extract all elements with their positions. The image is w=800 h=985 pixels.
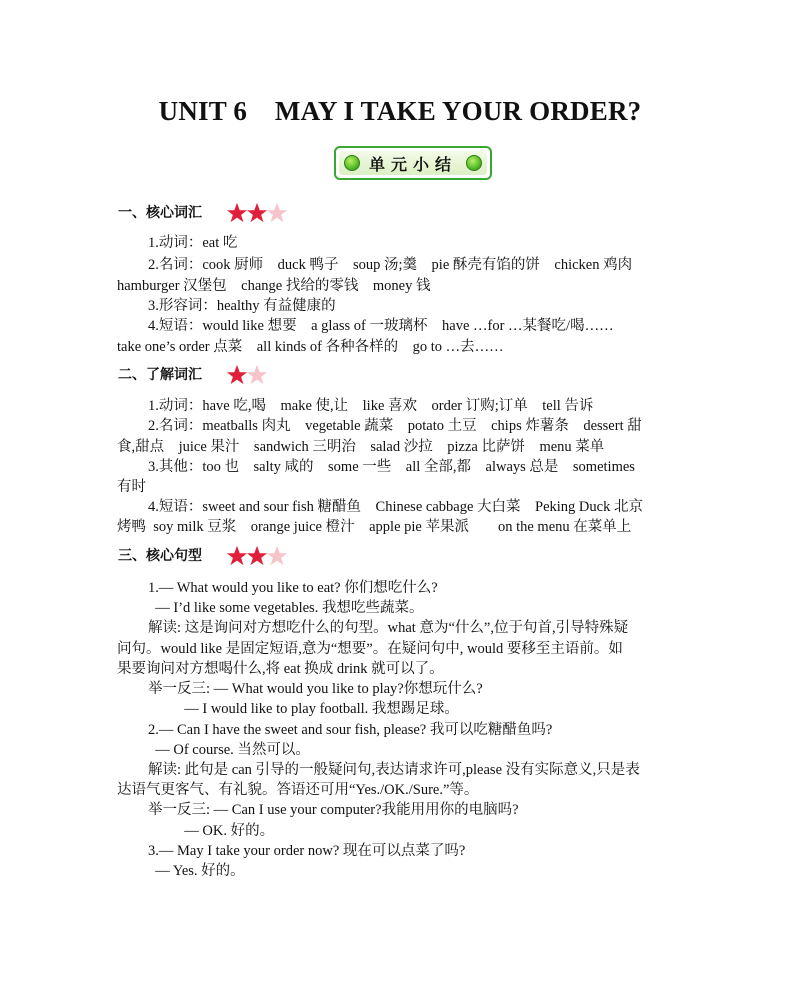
text-line: 果要询问对方想喝什么,将 eat 换成 drink 就可以了。 [117,661,444,677]
text-line: 4.短语：sweet and sour fish 糖醋鱼 Chinese cabbage 大白菜 Peking Duck 北京 [148,499,643,515]
section-heading-label: 一、核心词汇 [118,205,202,221]
text-line: hamburger 汉堡包 change 找给的零钱 money 钱 [117,278,431,294]
star-filled-icon [226,202,248,224]
text-line: 2.名词：cook 厨师 duck 鸭子 soup 汤;羹 pie 酥壳有馅的饼 chicken 鸡肉 [148,257,633,273]
star-filled-icon [246,202,268,224]
star-filled-icon [246,545,268,567]
text-line: 食,甜点 juice 果汁 sandwich 三明治 salad 沙拉 pizza 比萨饼 menu 菜单 [117,439,605,455]
text-line: 2.名词：meatballs 肉丸 vegetable 蔬菜 potato 土豆 chips 炸薯条 dessert 甜 [148,418,642,434]
text-line: 3.— May I take your order now? 现在可以点菜了吗? [148,843,466,859]
unit-summary-badge [334,146,492,180]
text-line: 解读: 此句是 can 引导的一般疑问句,表达请求许可,please 没有实际意义,只是表 [148,762,640,778]
star-faded-icon [246,364,268,386]
badge-label: 单元小结 [368,155,457,174]
text-line: 2.— Can I have the sweet and sour fish, please? 我可以吃糖醋鱼吗? [148,722,553,738]
importance-stars [226,203,296,223]
section-heading-core-sentences [118,546,202,566]
importance-stars [226,546,296,566]
star-filled-icon [226,545,248,567]
text-line: — Of course. 当然可以。 [148,742,310,758]
text-line: 1.动词：eat 吃 [148,235,238,251]
section-heading-label: 二、了解词汇 [118,367,202,383]
text-line: 1.动词：have 吃,喝 make 使,让 like 喜欢 order 订购;订单 tell 告诉 [148,398,594,414]
page-title: UNIT 6 MAY I TAKE YOUR ORDER? [158,96,642,126]
section-heading-label: 三、核心句型 [118,548,202,564]
text-line: 问句。would like 是固定短语,意为“想要”。在疑问句中, would 要移至主语前。如 [117,641,623,657]
importance-stars [226,365,296,385]
green-dot-icon [466,155,482,171]
text-line: 1.— What would you like to eat? 你们想吃什么? [148,580,438,596]
text-line: — Yes. 好的。 [148,863,245,879]
text-line: 解读: 这是询问对方想吃什么的句型。what 意为“什么”,位于句首,引导特殊疑 [148,620,629,636]
text-line: 有时 [117,479,146,495]
text-line: 烤鸭 soy milk 豆浆 orange juice 橙汁 apple pie 苹果派 on the menu 在菜单上 [117,519,632,535]
section-heading-general-vocabulary [118,365,202,385]
text-line: 3.其他：too 也 salty 咸的 some 一些 all 全部,都 always 总是 sometimes [148,459,635,475]
text-line: take one’s order 点菜 all kinds of 各种各样的 go to …去…… [117,339,504,355]
section-heading-core-vocabulary [118,203,202,223]
star-faded-icon [266,545,288,567]
text-line: 举一反三: — What would you like to play?你想玩什么? [148,681,483,697]
text-line: — I would like to play football. 我想踢足球。 [148,701,459,717]
text-line: — OK. 好的。 [148,823,275,839]
text-line: 4.短语：would like 想要 a glass of 一玻璃杯 have …for …某餐吃/喝…… [148,318,614,334]
text-line: 3.形容词：healthy 有益健康的 [148,298,336,314]
text-line: 举一反三: — Can I use your computer?我能用用你的电脑吗? [148,802,519,818]
text-line: 达语气更客气、有礼貌。答语还可用“Yes./OK./Sure.”等。 [117,782,479,798]
star-filled-icon [226,364,248,386]
text-line: — I’d like some vegetables. 我想吃些蔬菜。 [148,600,424,616]
star-faded-icon [266,202,288,224]
